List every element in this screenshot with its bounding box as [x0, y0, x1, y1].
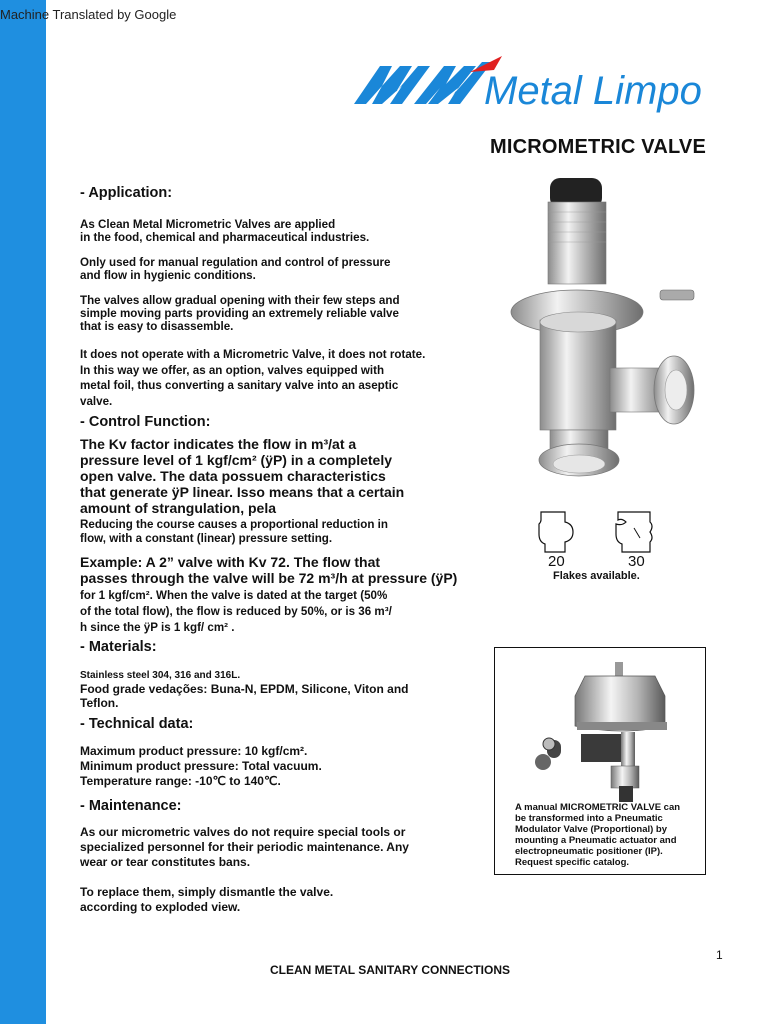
flake-30-diagram — [612, 508, 656, 556]
section-heading-maintenance: - Maintenance: — [80, 798, 182, 814]
translation-banner: Machine Translated by Google — [0, 7, 177, 22]
flakes-caption: Flakes available. — [553, 570, 640, 582]
materials-steel: Stainless steel 304, 316 and 316L. — [80, 670, 241, 681]
application-paragraph-1: As Clean Metal Micrometric Valves are applied in the food, chemical and pharmaceutical industries. — [80, 218, 370, 244]
maintenance-paragraph-2: To replace them, simply dismantle the valve. according to exploded view. — [80, 885, 334, 914]
logo-text: Metal Limpo — [484, 69, 702, 113]
pneumatic-valve-image — [525, 656, 675, 804]
flake-20-label: 20 — [548, 553, 565, 570]
materials-seals: Food grade vedações: Buna-N, EPDM, Silicone, Viton and Teflon. — [80, 682, 409, 710]
control-note: Reducing the course causes a proportional reduction in flow, with a constant (linear) pressure setting. — [80, 518, 388, 545]
page-number: 1 — [716, 948, 723, 962]
section-heading-materials: - Materials: — [80, 639, 157, 655]
section-heading-application: - Application: — [80, 185, 173, 201]
example-note: for 1 kgf/cm². When the valve is dated at the target (50% of the total flow), the flow is reduced by 50%, or is 36 m³/ h since the ÿP is 1 kgf/ cm² . — [80, 589, 392, 634]
flake-20-diagram — [535, 508, 579, 556]
metal-limpo-logo — [352, 52, 724, 120]
maintenance-paragraph-1: As our micrometric valves do not require special tools or specialized personnel for their periodic maintenance. Any wear or tear constitutes bans. — [80, 825, 409, 869]
footer-text: CLEAN METAL SANITARY CONNECTIONS — [270, 963, 511, 977]
technical-data-list: Maximum product pressure: 10 kgf/cm². Minimum product pressure: Total vacuum. Temperature range: -10℃ to 140℃. — [80, 744, 322, 788]
section-heading-control: - Control Function: — [80, 414, 211, 430]
photo-caption: A manual MICROMETRIC VALVE can be transformed into a Pneumatic Modulator Valve (Proportional) by mounting a Pneumatic actuator and electropneumatic positioner (IP). Request specific catalog. — [515, 802, 681, 868]
pneumatic-valve-figure — [494, 647, 706, 875]
flake-30-label: 30 — [628, 553, 645, 570]
application-paragraph-3: The valves allow gradual opening with their few steps and simple moving parts providing an extremely reliable valve that is easy to disassemble. — [80, 294, 400, 333]
application-paragraph-4: It does not operate with a Micrometric Valve, it does not rotate. In this way we offer, as an option, valves equipped with metal foil, thus converting a sanitary valve into an aseptic valve. — [80, 348, 426, 408]
left-blue-bar — [0, 0, 46, 1024]
application-paragraph-2: Only used for manual regulation and control of pressure and flow in hygienic conditions. — [80, 256, 391, 282]
example-paragraph: Example: A 2” valve with Kv 72. The flow that passes through the valve will be 72 m³/h at pressure (ÿP) — [80, 554, 458, 586]
page-title: MICROMETRIC VALVE — [490, 136, 706, 158]
control-paragraph: The Kv factor indicates the flow in m³/at a pressure level of 1 kgf/cm² (ÿP) in a completely open valve. The data possuem characteristics that generate ÿP linear. Isso means that a certain amount of strangulation, pela — [80, 436, 405, 516]
micrometric-valve-image — [510, 172, 710, 482]
section-heading-technical: - Technical data: — [80, 716, 194, 732]
